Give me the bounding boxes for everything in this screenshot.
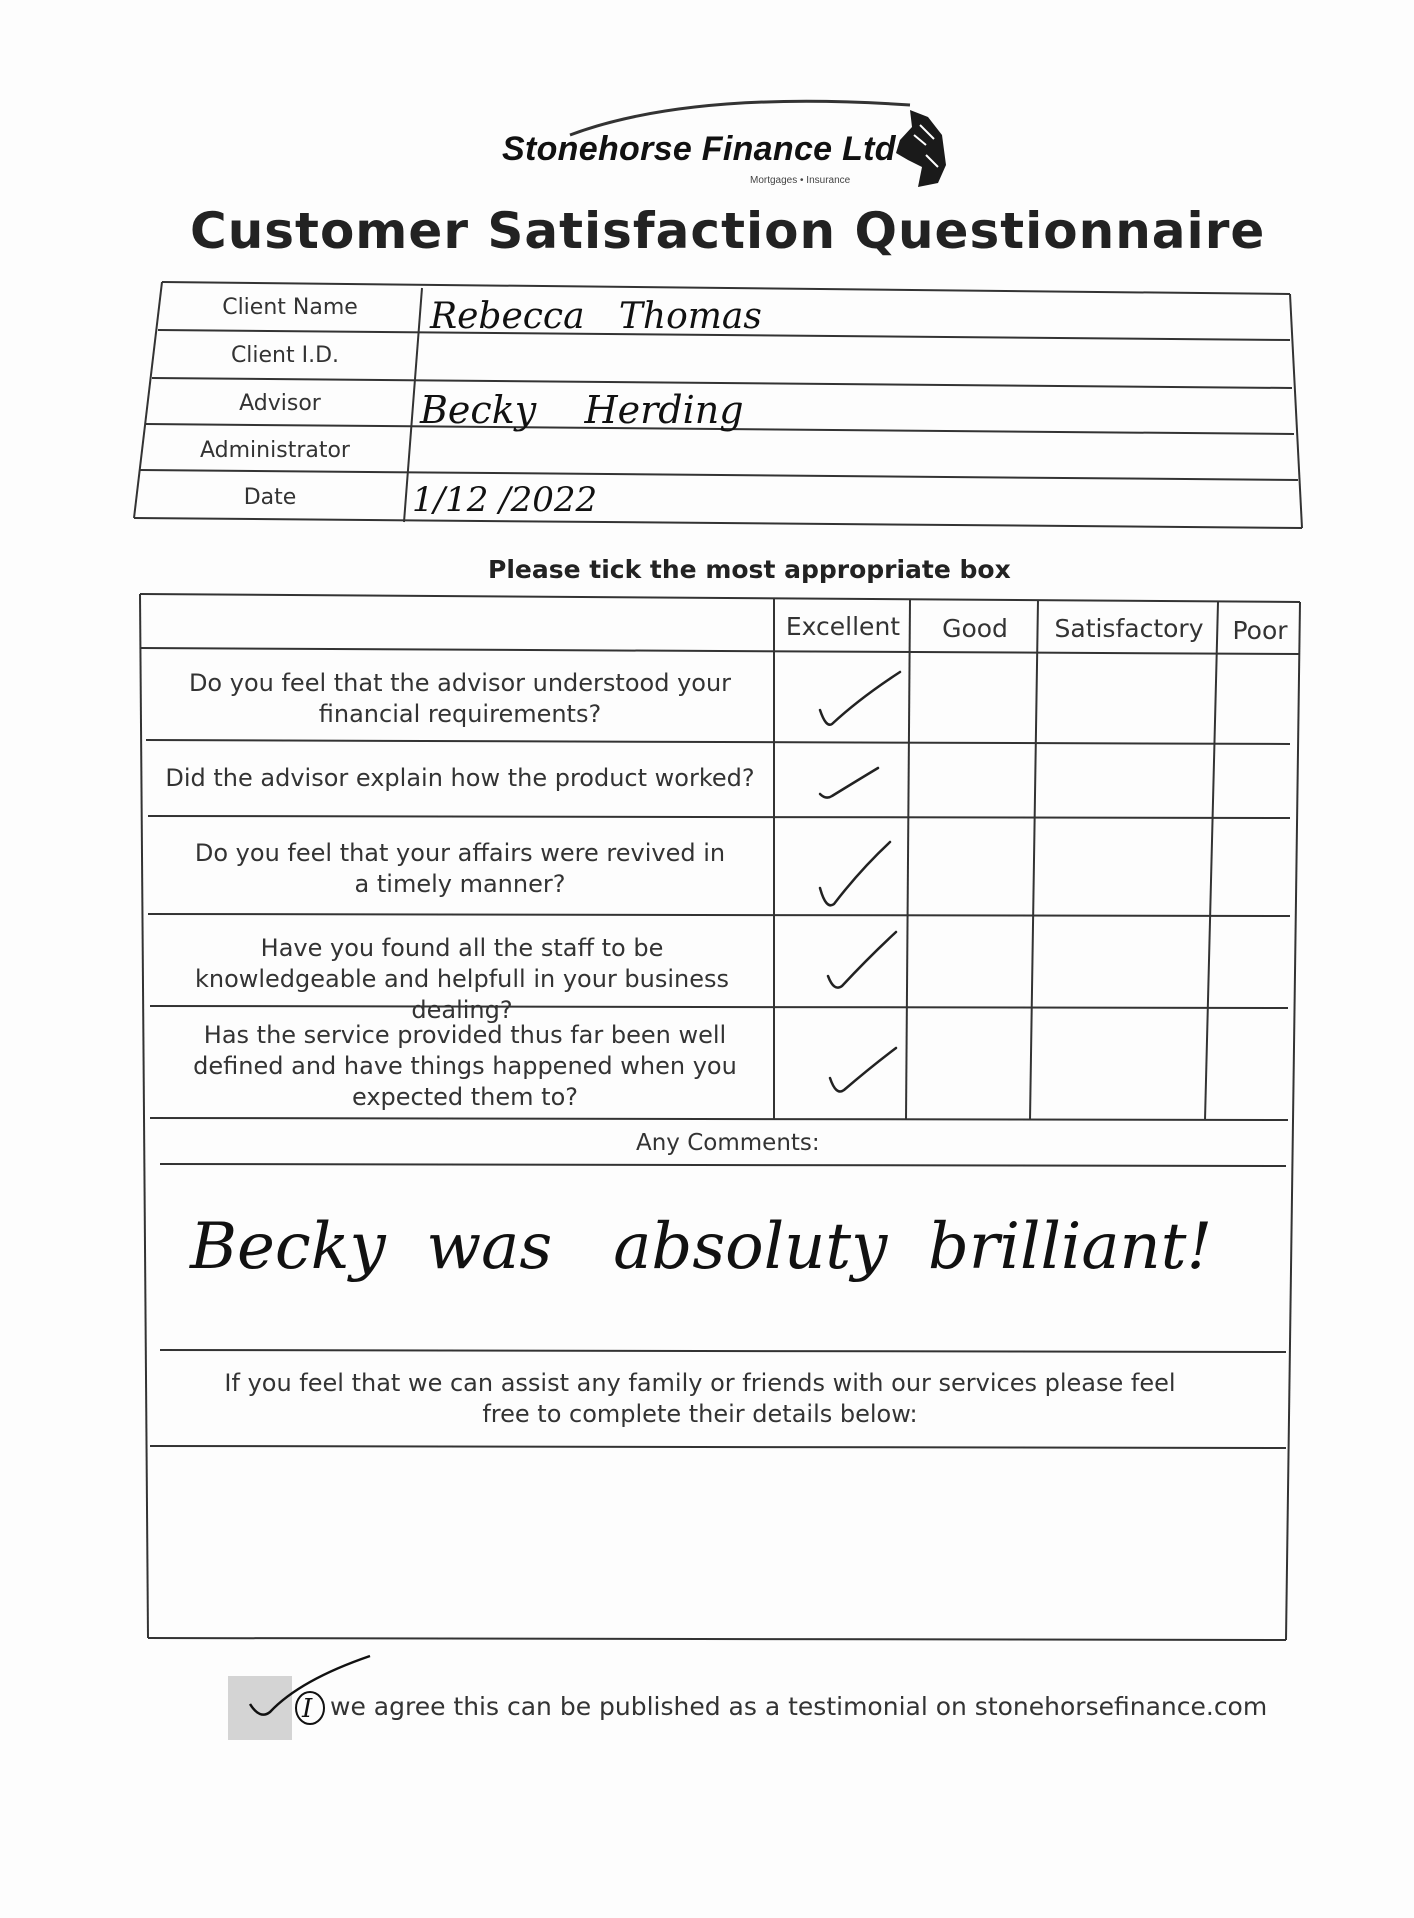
tick-q1-excellent (820, 672, 900, 725)
company-name: Stonehorse Finance Ltd (502, 130, 896, 168)
col-satisfactory: Satisfactory (1054, 614, 1204, 643)
col-excellent: Excellent (785, 612, 901, 641)
testimonial-marker: I (302, 1694, 313, 1724)
date-value[interactable]: 1/12 /2022 (412, 480, 598, 520)
question-1: Do you feel that the advisor understood your financial requirements? (188, 669, 732, 728)
client-id-label: Client I.D. (230, 343, 340, 368)
testimonial-text: we agree this can be published as a testimonial on stonehorsefinance.com (330, 1692, 1268, 1721)
client-name-value[interactable]: Rebecca Thomas (430, 296, 762, 337)
administrator-label: Administrator (200, 438, 350, 463)
date-label: Date (243, 485, 297, 510)
advisor-value[interactable]: Becky Herding (420, 388, 744, 432)
col-poor: Poor (1232, 616, 1288, 645)
comments-value[interactable]: Becky was absoluty brilliant! (190, 1210, 1213, 1284)
referral-details-area[interactable] (155, 1450, 1280, 1635)
question-3: Do you feel that your affairs were revived in a timely manner? (194, 839, 726, 898)
tick-q2-excellent (820, 768, 878, 798)
question-2: Did the advisor explain how the product worked? (165, 764, 755, 792)
comments-label: Any Comments: (636, 1130, 820, 1156)
tick-q3-excellent (820, 842, 890, 905)
question-4: Have you found all the staff to be knowledgeable and helpfull in your business dealing? (194, 934, 730, 1024)
page-title: Customer Satisfaction Questionnaire (190, 202, 1266, 260)
referral-text: If you feel that we can assist any family or friends with our services please feel free to complete their details below: (224, 1369, 1176, 1428)
question-5: Has the service provided thus far been well defined and have things happened when you expected them to? (193, 1021, 737, 1111)
col-good: Good (942, 614, 1008, 643)
tick-q5-excellent (830, 1048, 896, 1092)
client-name-label: Client Name (222, 295, 358, 320)
company-tagline: Mortgages • Insurance (750, 175, 851, 186)
tick-q4-excellent (828, 932, 896, 988)
instruction-text: Please tick the most appropriate box (488, 555, 1011, 584)
advisor-label: Advisor (239, 391, 321, 416)
